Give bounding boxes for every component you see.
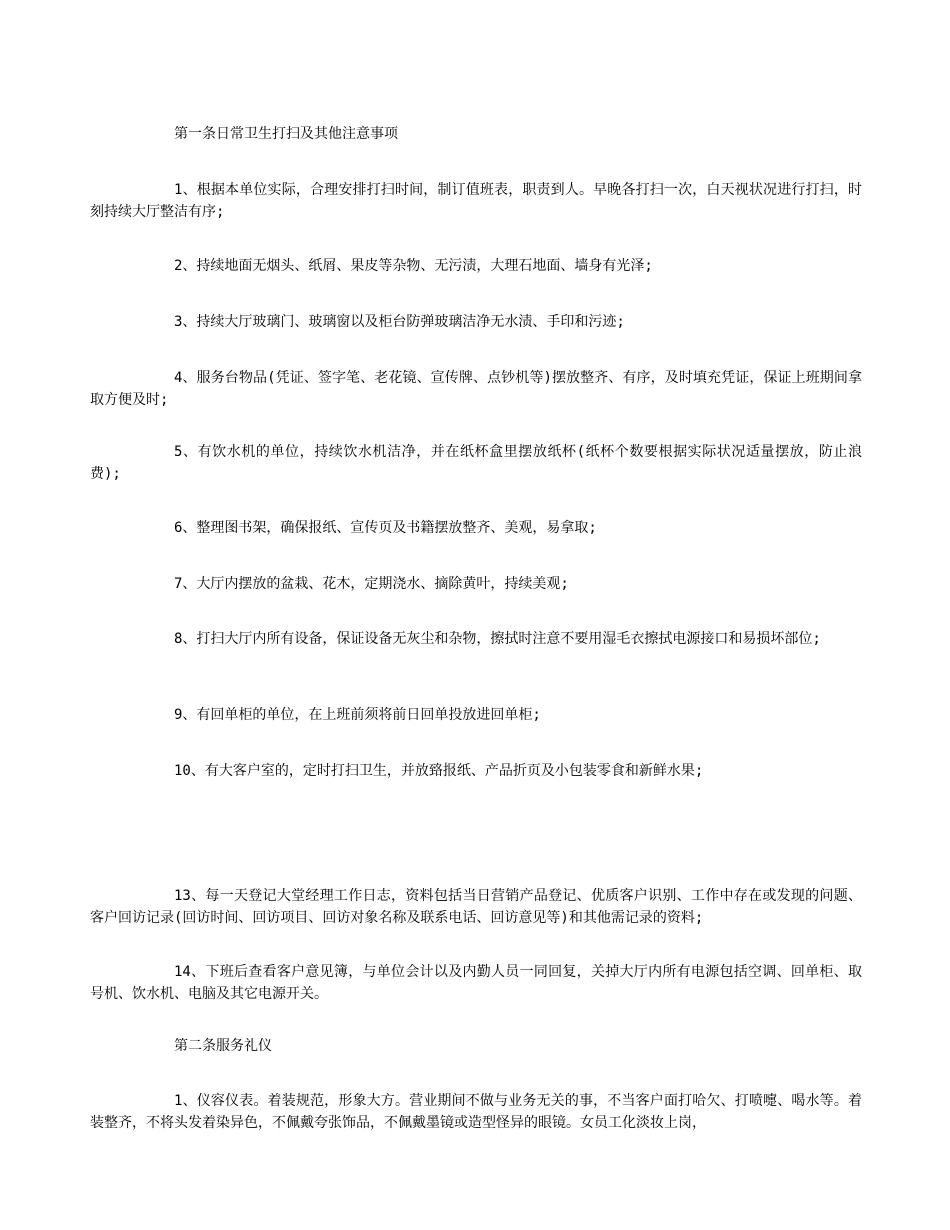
paragraph-item-7: 7、大厅内摆放的盆栽、花木，定期浇水、摘除黄叶，持续美观; bbox=[174, 576, 569, 592]
paragraph-item-6: 6、整理图书架，确保报纸、宣传页及书籍摆放整齐、美观，易拿取; bbox=[174, 520, 597, 536]
paragraph-item-13: 13、每一天登记大堂经理工作日志，资料包括当日营销产品登记、优质客户识别、工作中存在或发现的问题、客户回访记录(回访时间、回访项目、回访对象名称及联系电话、回访意见等)和其他需记录的资料; bbox=[90, 888, 862, 926]
paragraph-item-5: 5、有饮水机的单位，持续饮水机洁净，并在纸杯盒里摆放纸杯(纸杯个数要根据实际状况适量摆放，防止浪费); bbox=[90, 444, 862, 482]
paragraph-item-9: 9、有回单柜的单位，在上班前须将前日回单投放进回单柜; bbox=[174, 707, 541, 723]
paragraph-item-10: 10、有大客户室的，定时打扫卫生，并放臵报纸、产品折页及小包装零食和新鲜水果; bbox=[174, 763, 704, 779]
paragraph-item-2: 2、持续地面无烟头、纸屑、果皮等杂物、无污渍，大理石地面、墙身有光泽; bbox=[174, 258, 653, 274]
section-heading-2: 第二条服务礼仪 bbox=[174, 1038, 272, 1054]
section-heading-1: 第一条日常卫生打扫及其他注意事项 bbox=[174, 126, 398, 142]
paragraph-item-4: 4、服务台物品(凭证、签字笔、老花镜、宣传牌、点钞机等)摆放整齐、有序，及时填充凭证，保证上班期间拿取方便及时; bbox=[90, 370, 862, 408]
paragraph-item-3: 3、持续大厅玻璃门、玻璃窗以及柜台防弹玻璃洁净无水渍、手印和污迹; bbox=[174, 314, 625, 330]
paragraph-item-1: 1、根据本单位实际，合理安排打扫时间，制订值班表，职责到人。早晚各打扫一次，白天视状况进行打扫，时刻持续大厅整洁有序; bbox=[90, 182, 862, 220]
paragraph-service-1: 1、仪容仪表。着装规范，形象大方。营业期间不做与业务无关的事，不当客户面打哈欠、打喷嚏、喝水等。着装整齐，不将头发着染异色，不佩戴夸张饰品，不佩戴墨镜或造型怪异的眼镜。女员工化淡妆上岗， bbox=[90, 1093, 862, 1131]
paragraph-item-14: 14、下班后查看客户意见簿，与单位会计以及内勤人员一同回复，关掉大厅内所有电源包括空调、回单柜、取号机、饮水机、电脑及其它电源开关。 bbox=[90, 964, 862, 1002]
paragraph-item-8: 8、打扫大厅内所有设备，保证设备无灰尘和杂物，擦拭时注意不要用湿毛衣擦拭电源接口和易损坏部位; bbox=[174, 631, 821, 647]
